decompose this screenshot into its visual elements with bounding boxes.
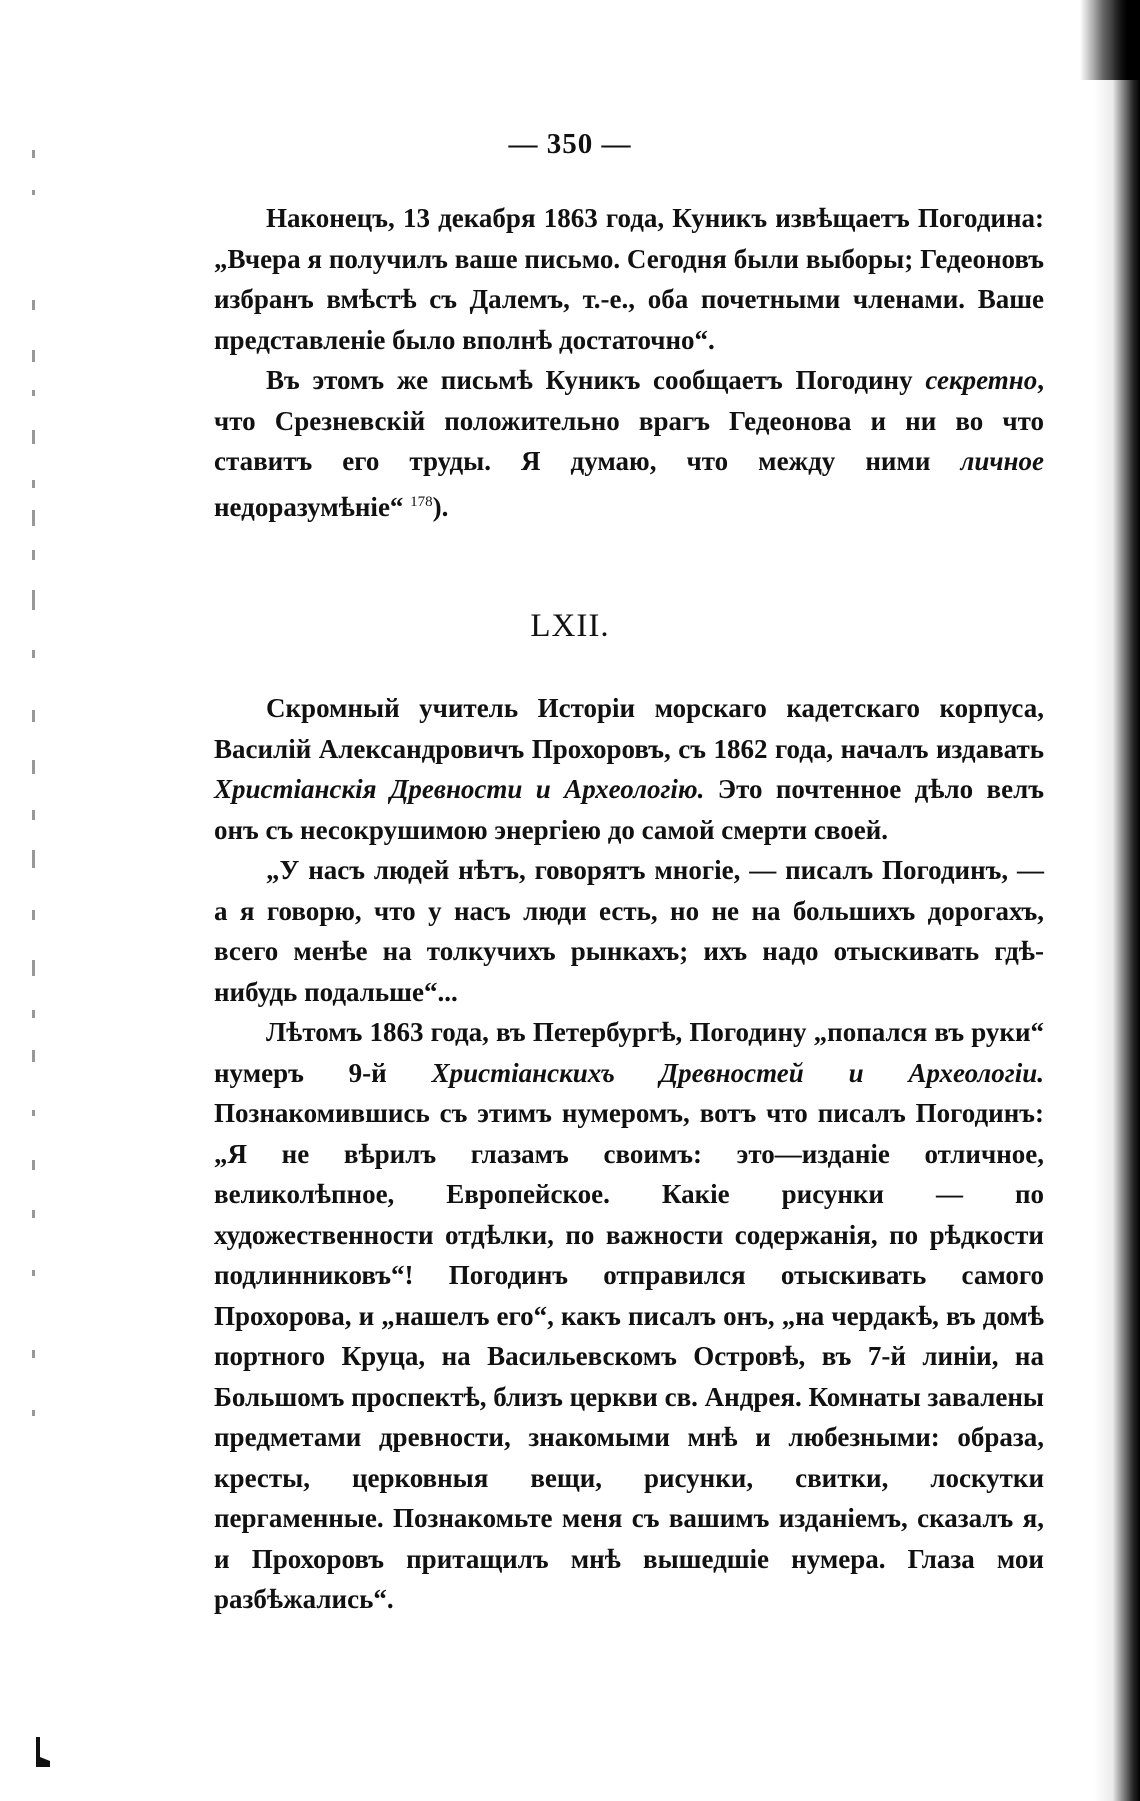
paragraph [214, 198, 1044, 360]
paragraph-text: недоразумѣніе“ [214, 491, 411, 522]
paragraph-text: Въ этомъ же письмѣ Куникъ сообщаетъ Погодину [266, 365, 926, 395]
paragraph [214, 688, 1044, 850]
paragraph-text: ). [432, 491, 449, 522]
paragraph-text: Наконецъ, 13 декабря 1863 года, Куникъ извѣщаетъ Погодина: „Вчера я получилъ ваше письмо. Сегодня были выборы; Гедеоновъ избранъ вмѣстѣ съ Далемъ, т.-е., оба почетными членами. Ваше представленіе было вполнѣ достаточно“. [214, 203, 1044, 355]
corner-ink-mark [34, 1735, 52, 1769]
italic-text: Христіанскія Древности и Археологію. [214, 774, 705, 804]
text-block-before [214, 198, 1044, 527]
margin-specks [32, 150, 50, 1500]
page-edge-shadow [1094, 0, 1140, 1801]
text-block-after [214, 688, 1044, 1620]
paragraph [214, 360, 1044, 527]
page-corner-shadow [1080, 0, 1140, 80]
paragraph-text: Это почтенное дѣло велъ онъ съ несокрушимою энергіею до самой смерти своей. [214, 774, 1044, 845]
paragraph [214, 1012, 1044, 1620]
italic-text: личное [960, 446, 1044, 476]
italic-text: секретно [925, 365, 1038, 395]
paragraph-text: Скромный учитель Исторіи морскаго кадетскаго корпуса, Василій Александровичъ Прохоровъ, съ 1862 года, началъ издавать [214, 693, 1044, 764]
paragraph-text: „У насъ людей нѣтъ, говорятъ многіе, — писалъ Погодинъ, — а я говорю, что у насъ люди есть, но не на большихъ дорогахъ, всего менѣе на толкучихъ рынкахъ; ихъ надо отыскивать гдѣ-нибудь подальше“... [214, 855, 1044, 1007]
page-number: — 350 — [508, 128, 632, 160]
paragraph [214, 850, 1044, 1012]
paragraph-text: Познакомившись съ этимъ нумеромъ, вотъ что писалъ Погодинъ: „Я не вѣрилъ глазамъ своимъ: это—изданіе отличное, великолѣпное, Европейское. Какіе рисунки — по художественности отдѣлки, по важности содержанія, по рѣдкости подлинниковъ“! Погодинъ отправился отыскивать самого Прохорова, и „нашелъ его“, какъ писалъ онъ, „на чердакѣ, въ домѣ портного Круца, на Васильевскомъ Островѣ, въ 7-й линіи, на Большомъ проспектѣ, близъ церкви св. Андрея. Комнаты завалены предметами древности, знакомыми мнѣ и любезными: образа, кресты, церковныя вещи, рисунки, свитки, лоскутки пергаменные. Познакомьте меня съ вашимъ изданіемъ, сказалъ я, и Прохоровъ притащилъ мнѣ вышедшіе нумера. Глаза мои разбѣжались“. [214, 1098, 1044, 1614]
italic-text: Христіанскихъ Древностей и Археологіи. [431, 1057, 1044, 1088]
section-heading: LXII. [530, 608, 610, 644]
paragraph-text: , что Срезневскій положительно врагъ Гедеонова и ни во что ставитъ его труды. Я думаю, что между ними [214, 365, 1044, 476]
paragraph-text: Лѣтомъ 1863 года, въ Петербургѣ, Погодину „попался въ руки“ нумеръ 9-й [214, 1017, 1044, 1088]
footnote-marker: 178 [410, 493, 433, 510]
